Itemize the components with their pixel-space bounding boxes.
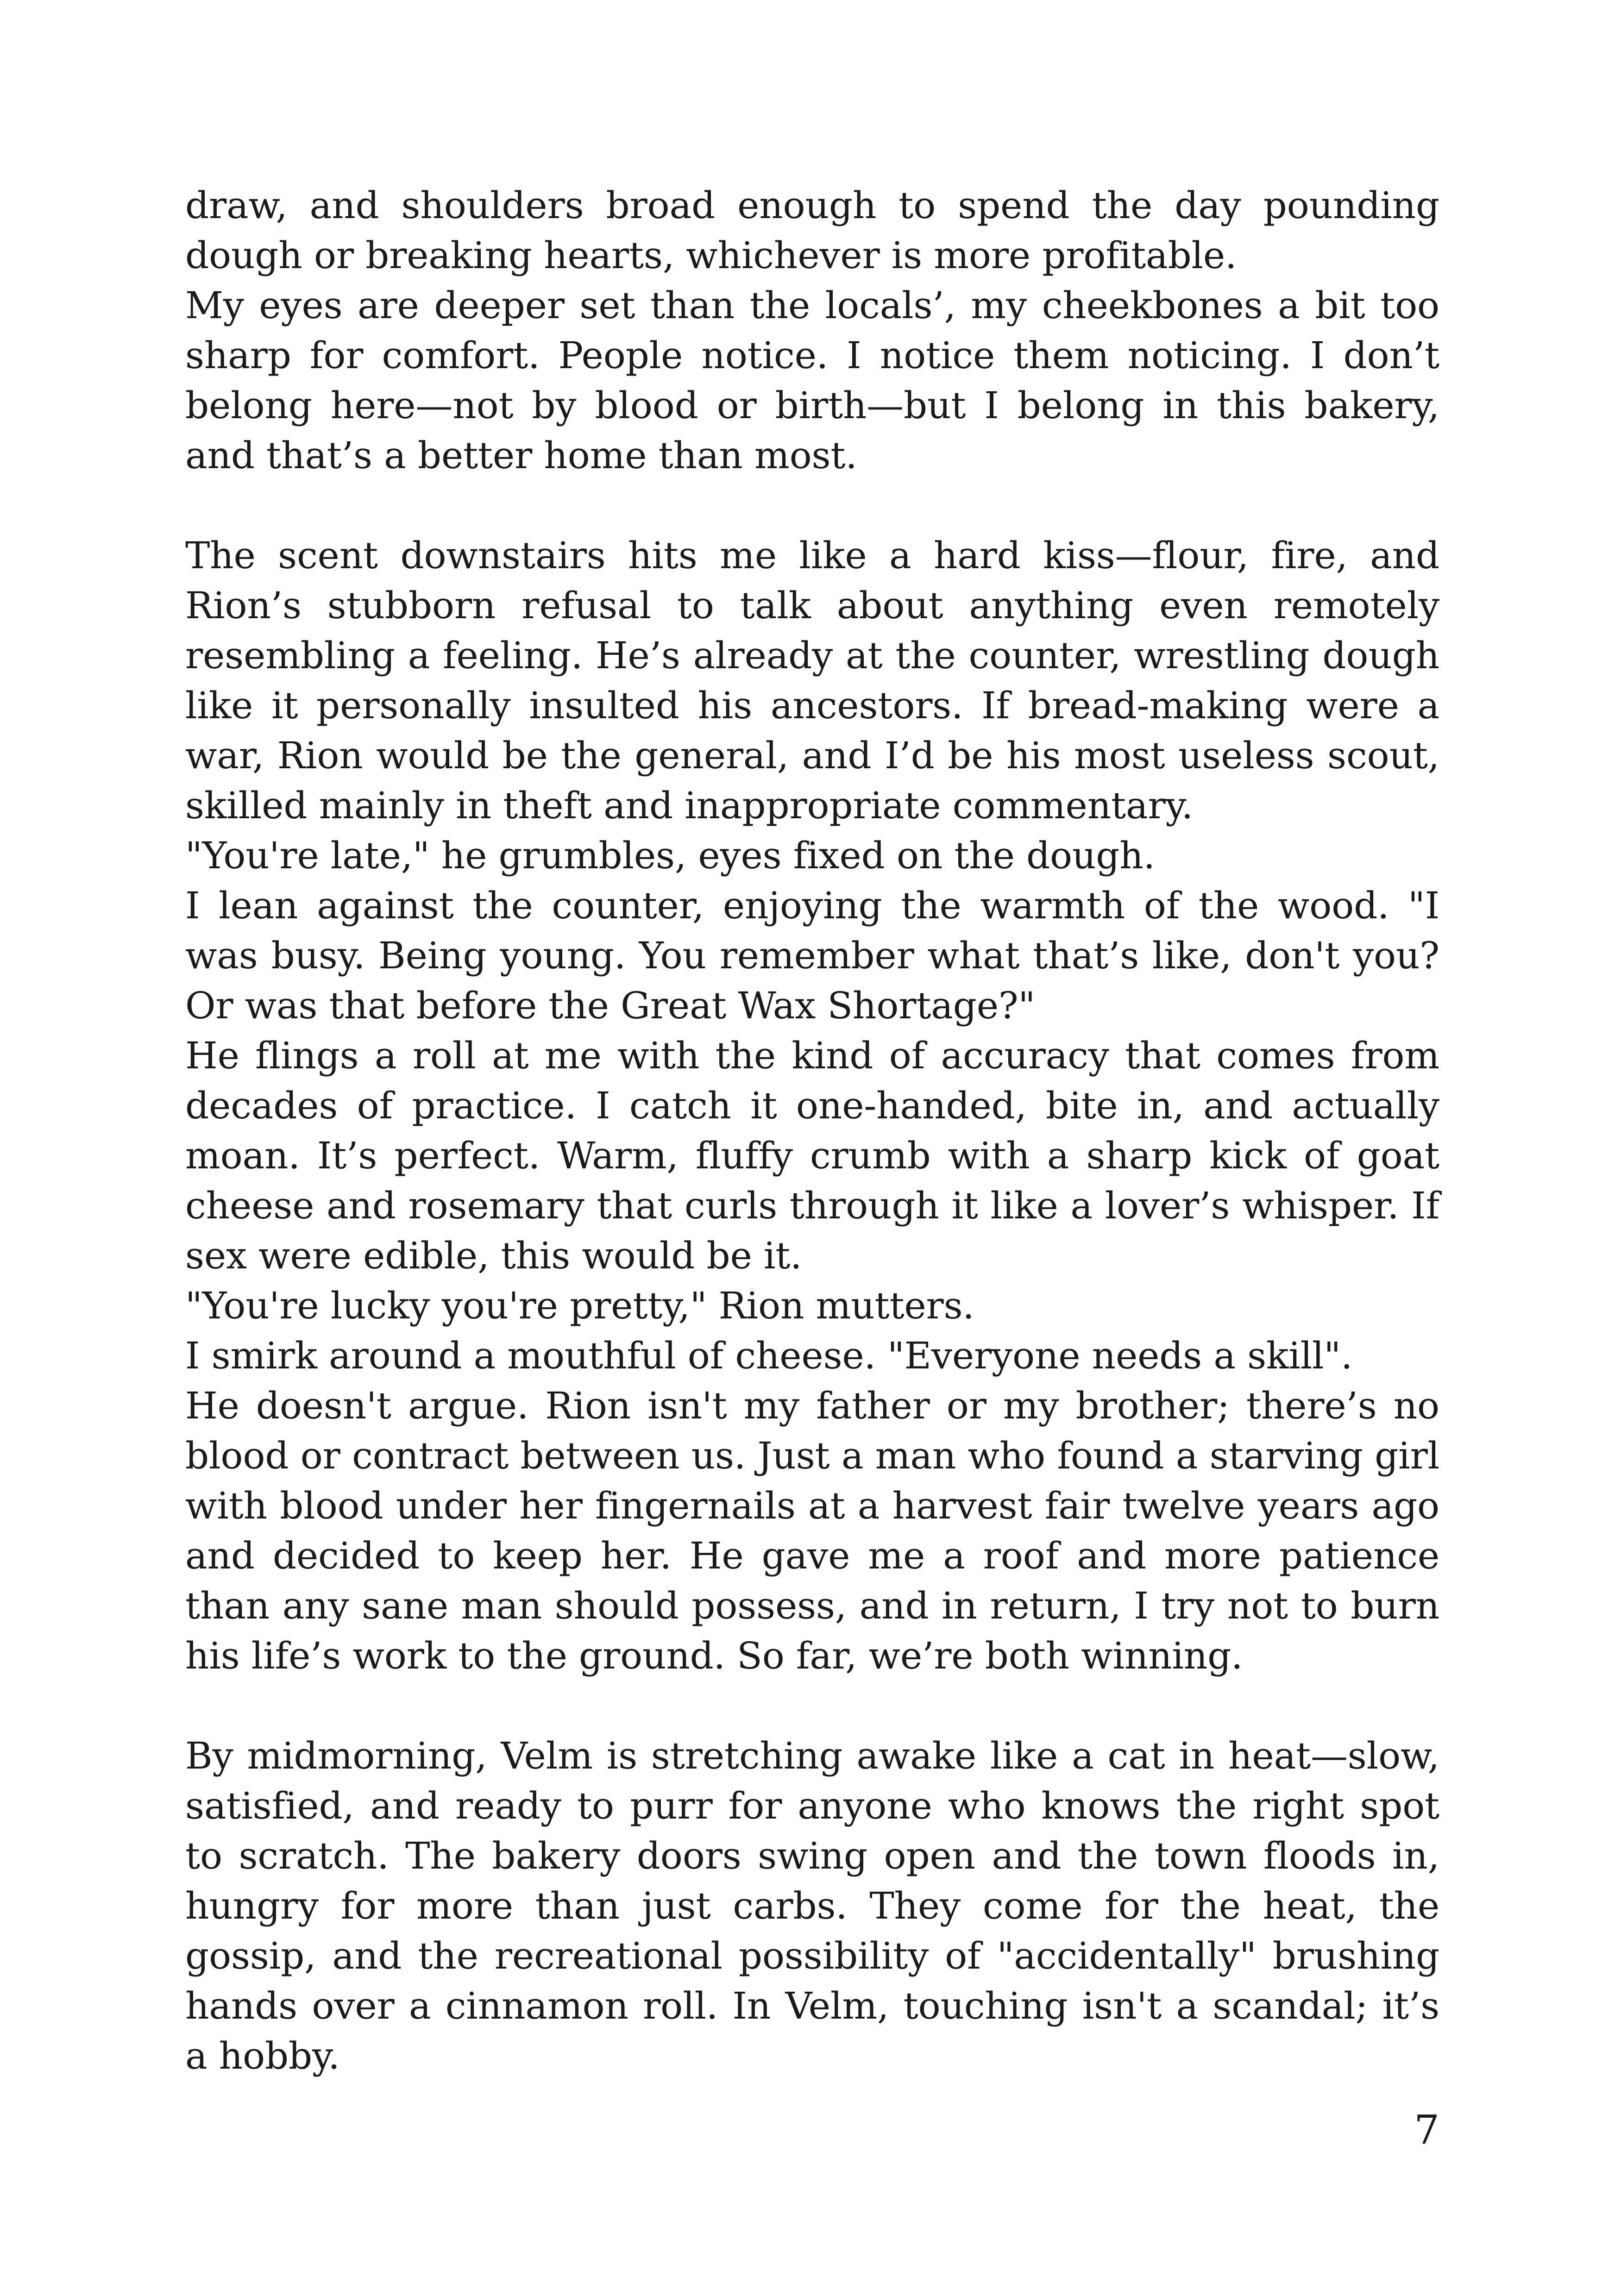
paragraph: The scent downstairs hits me like a hard kiss—flour, fire, and Rion’s stubborn refusal to talk about anything even remotely resembling a feeling. He’s already at the counter, wrestling dough like it personally insulted his ancestors. If bread-making were a war, Rion would be the general, and I’d be his most useless scout, skilled mainly in theft and inappropriate commentary. xyxy=(185,534,1439,827)
paragraph: My eyes are deeper set than the locals’, my cheekbones a bit too sharp for comfort. People notice. I notice them noticing. I don’t belong here—not by blood or birth—but I belong in this bakery, and that’s a better home than most. xyxy=(185,284,1439,477)
paragraph-gap xyxy=(185,481,1439,531)
paragraph: He doesn't argue. Rion isn't my father or my brother; there’s no blood or contract between us. Just a man who found a starving girl with blood under her fingernails at a harvest fair twelve years ago and decided to keep her. He gave me a roof and more patience than any sane man should possess, and in return, I try not to burn his life’s work to the ground. So far, we’re both winning. xyxy=(185,1384,1439,1677)
paragraph-gap xyxy=(185,1681,1439,1731)
paragraph: draw, and shoulders broad enough to spend the day pounding dough or breaking hearts, whichever is more profitable. xyxy=(185,184,1439,277)
paragraph: I lean against the counter, enjoying the warmth of the wood. "I was busy. Being young. You remember what that’s like, don't you? Or was that before the Great Wax Shortage?" xyxy=(185,884,1439,1027)
paragraph: I smirk around a mouthful of cheese. "Everyone needs a skill". xyxy=(185,1334,1353,1377)
page-body xyxy=(185,181,1439,2081)
paragraph: He flings a roll at me with the kind of accuracy that comes from decades of practice. I catch it one-handed, bite in, and actually moan. It’s perfect. Warm, fluffy crumb with a sharp kick of goat cheese and rosemary that curls through it like a lover’s whisper. If sex were edible, this would be it. xyxy=(185,1034,1439,1277)
page-number: 7 xyxy=(1414,2107,1439,2153)
paragraph: "You're late," he grumbles, eyes fixed on the dough. xyxy=(185,834,1155,877)
paragraph: By midmorning, Velm is stretching awake like a cat in heat—slow, satisfied, and ready to purr for anyone who knows the right spot to scratch. The bakery doors swing open and the town floods in, hungry for more than just carbs. They come for the heat, the gossip, and the recreational possibility of "accidentally" brushing hands over a cinnamon roll. In Velm, touching isn't a scandal; it’s a hobby. xyxy=(185,1734,1439,2077)
paragraph: "You're lucky you're pretty," Rion mutters. xyxy=(185,1284,974,1327)
